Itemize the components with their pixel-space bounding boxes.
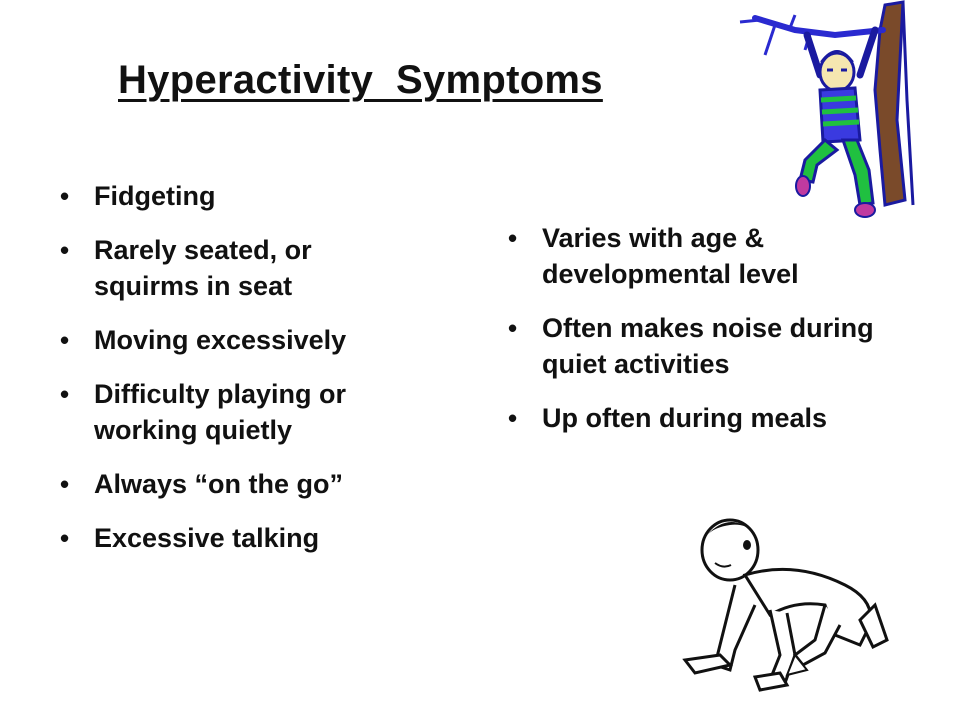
right-bullet-list <box>508 220 878 454</box>
bullet-item: • Fidgeting <box>60 178 420 214</box>
bullet-item: • Up often during meals <box>508 400 878 436</box>
bullet-item: • Always “on the go” <box>60 466 420 502</box>
bullet-item: • Excessive talking <box>60 520 420 556</box>
slide-title: Hyperactivity Symptoms <box>118 58 603 102</box>
bullet-item: • Varies with age & developmental level <box>508 220 878 292</box>
crawling-child-icon <box>675 505 890 705</box>
boy-hanging-from-tree-icon <box>735 0 940 225</box>
bullet-item: • Rarely seated, or squirms in seat <box>60 232 420 304</box>
bullet-item: • Often makes noise during quiet activities <box>508 310 878 382</box>
bullet-item: • Difficulty playing or working quietly <box>60 376 420 448</box>
bullet-item: • Moving excessively <box>60 322 420 358</box>
left-bullet-list <box>60 178 420 574</box>
